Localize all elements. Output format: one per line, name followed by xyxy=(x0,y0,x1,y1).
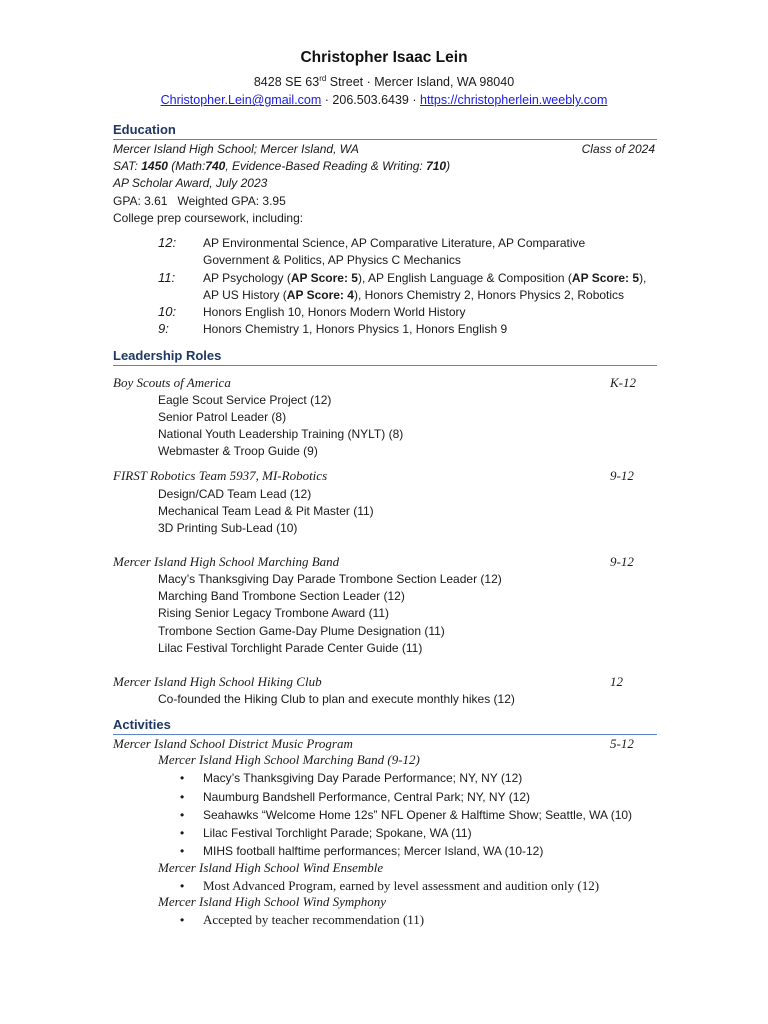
ensemble-name: Mercer Island High School Wind Symphony xyxy=(158,894,387,909)
role-item: 3D Printing Sub-Lead (10) xyxy=(158,521,298,535)
role-item: Co-founded the Hiking Club to plan and execute monthly hikes (12) xyxy=(158,692,515,706)
grade-number: 10 xyxy=(158,304,173,319)
bullet-icon: • xyxy=(180,808,185,822)
course-text: AP Psychology ( xyxy=(203,271,291,285)
program-name: Mercer Island School District Music Program xyxy=(113,736,353,751)
website-link[interactable]: https://christopherlein.weebly.com xyxy=(420,93,608,108)
role-item: Lilac Festival Torchlight Parade Center Guide (11) xyxy=(158,641,423,655)
program-years: 5-12 xyxy=(610,736,634,751)
grade-courses: Honors English 10, Honors Modern World History xyxy=(203,305,466,319)
email-link[interactable]: Christopher.Lein@gmail.com xyxy=(160,93,322,108)
activities-heading: Activities xyxy=(113,716,657,735)
bullet-icon: • xyxy=(180,844,185,858)
gpa: GPA: 3.61 Weighted GPA: 3.95 xyxy=(113,194,286,208)
role-item: Design/CAD Team Lead (12) xyxy=(158,487,312,501)
grade-label: 10: xyxy=(158,304,177,319)
bullet-icon: • xyxy=(180,790,185,804)
grade-label: 9: xyxy=(158,321,169,336)
bullet-icon: • xyxy=(180,826,185,840)
org-name: Mercer Island High School Hiking Club xyxy=(113,674,322,689)
org-name: Mercer Island High School Marching Band xyxy=(113,554,340,569)
ap-score: AP Score: 4 xyxy=(286,288,354,302)
grade-courses xyxy=(203,270,646,286)
activity-item: Lilac Festival Torchlight Parade; Spokane, WA (11) xyxy=(203,826,472,840)
activity-item: Most Advanced Program, earned by level assessment and audition only (12) xyxy=(203,878,600,893)
role-item: Trombone Section Game-Day Plume Designation (11) xyxy=(158,624,445,638)
role-item: Eagle Scout Service Project (12) xyxy=(158,393,332,407)
ensemble-name: Mercer Island High School Marching Band (9-12) xyxy=(158,752,420,767)
activity-item: Macy’s Thanksgiving Day Parade Performance; NY, NY (12) xyxy=(203,771,523,785)
leadership-heading: Leadership Roles xyxy=(113,347,657,366)
role-item: Macy’s Thanksgiving Day Parade Trombone Section Leader (12) xyxy=(158,572,502,586)
activity-item: MIHS football halftime performances; Mercer Island, WA (10-12) xyxy=(203,844,544,858)
address-line xyxy=(0,70,768,91)
grade-courses: Honors Chemistry 1, Honors Physics 1, Honors English 9 xyxy=(203,322,508,336)
candidate-name: Christopher Isaac Lein xyxy=(300,49,468,66)
course-text: ), Honors Chemistry 2, Honors Physics 2, Robotics xyxy=(353,288,625,302)
sat-ebrw: 710 xyxy=(426,159,447,173)
bullet-icon: • xyxy=(180,913,185,927)
grade-courses: AP Environmental Science, AP Comparative Literature, AP Comparative xyxy=(203,236,586,250)
grade-label: 11: xyxy=(158,270,176,285)
ap-score: AP Score: 5 xyxy=(571,271,640,285)
contact-line xyxy=(0,91,768,109)
sat-scores xyxy=(113,158,450,174)
grade-number: 12 xyxy=(158,235,173,250)
org-years: 9-12 xyxy=(610,554,634,569)
course-text: AP US History ( xyxy=(203,288,287,302)
org-name: Boy Scouts of America xyxy=(113,375,231,390)
activity-item: Accepted by teacher recommendation (11) xyxy=(203,912,425,927)
role-item: Senior Patrol Leader (8) xyxy=(158,410,287,424)
coursework-intro: College prep coursework, including: xyxy=(113,211,304,225)
grade-number: 9 xyxy=(158,321,166,336)
sat-ebrw-label: , Evidence-Based Reading & Writing: xyxy=(225,159,427,173)
role-item: Marching Band Trombone Section Leader (12) xyxy=(158,589,405,603)
role-item: Rising Senior Legacy Trombone Award (11) xyxy=(158,606,390,620)
sat-math-label: (Math: xyxy=(167,159,206,173)
course-text: ), AP English Language & Composition ( xyxy=(357,271,572,285)
bullet-icon: • xyxy=(180,879,185,893)
address-city: Street · Mercer Island, WA 98040 xyxy=(326,75,515,90)
activity-item: Naumburg Bandshell Performance, Central Park; NY, NY (12) xyxy=(203,790,531,804)
role-item: Webmaster & Troop Guide (9) xyxy=(158,444,318,458)
sat-math: 740 xyxy=(205,159,226,173)
org-years: 9-12 xyxy=(610,468,634,483)
grade-label: 12: xyxy=(158,235,177,250)
grade-courses: Government & Politics, AP Physics C Mechanics xyxy=(203,253,461,267)
class-of: Class of 2024 xyxy=(581,142,655,156)
org-years: 12 xyxy=(610,674,623,689)
grade-number: 11 xyxy=(158,270,172,285)
sat-total: 1450 xyxy=(141,159,168,173)
resume-header xyxy=(0,48,768,109)
role-item: Mechanical Team Lead & Pit Master (11) xyxy=(158,504,374,518)
education-heading: Education xyxy=(113,121,657,140)
sat-label: SAT: xyxy=(113,159,142,173)
grade-courses xyxy=(203,287,624,303)
ensemble-name: Mercer Island High School Wind Ensemble xyxy=(158,860,384,875)
bullet-icon: • xyxy=(180,771,185,785)
sat-end: ) xyxy=(446,159,451,173)
role-item: National Youth Leadership Training (NYLT) (8) xyxy=(158,427,404,441)
activity-item: Seahawks “Welcome Home 12s” NFL Opener & Halftime Show; Seattle, WA (10) xyxy=(203,808,633,822)
address-ordinal: rd xyxy=(319,74,327,83)
address-street: 8428 SE 63 xyxy=(253,75,320,90)
phone-number: · 206.503.6439 · xyxy=(321,93,420,108)
org-name: FIRST Robotics Team 5937, MI-Robotics xyxy=(113,468,328,483)
ap-score: AP Score: 5 xyxy=(290,271,358,285)
ap-scholar-award: AP Scholar Award, July 2023 xyxy=(113,176,268,190)
course-text: ), xyxy=(639,271,647,285)
school-name: Mercer Island High School; Mercer Island, WA xyxy=(113,142,359,156)
org-years: K-12 xyxy=(610,375,636,390)
